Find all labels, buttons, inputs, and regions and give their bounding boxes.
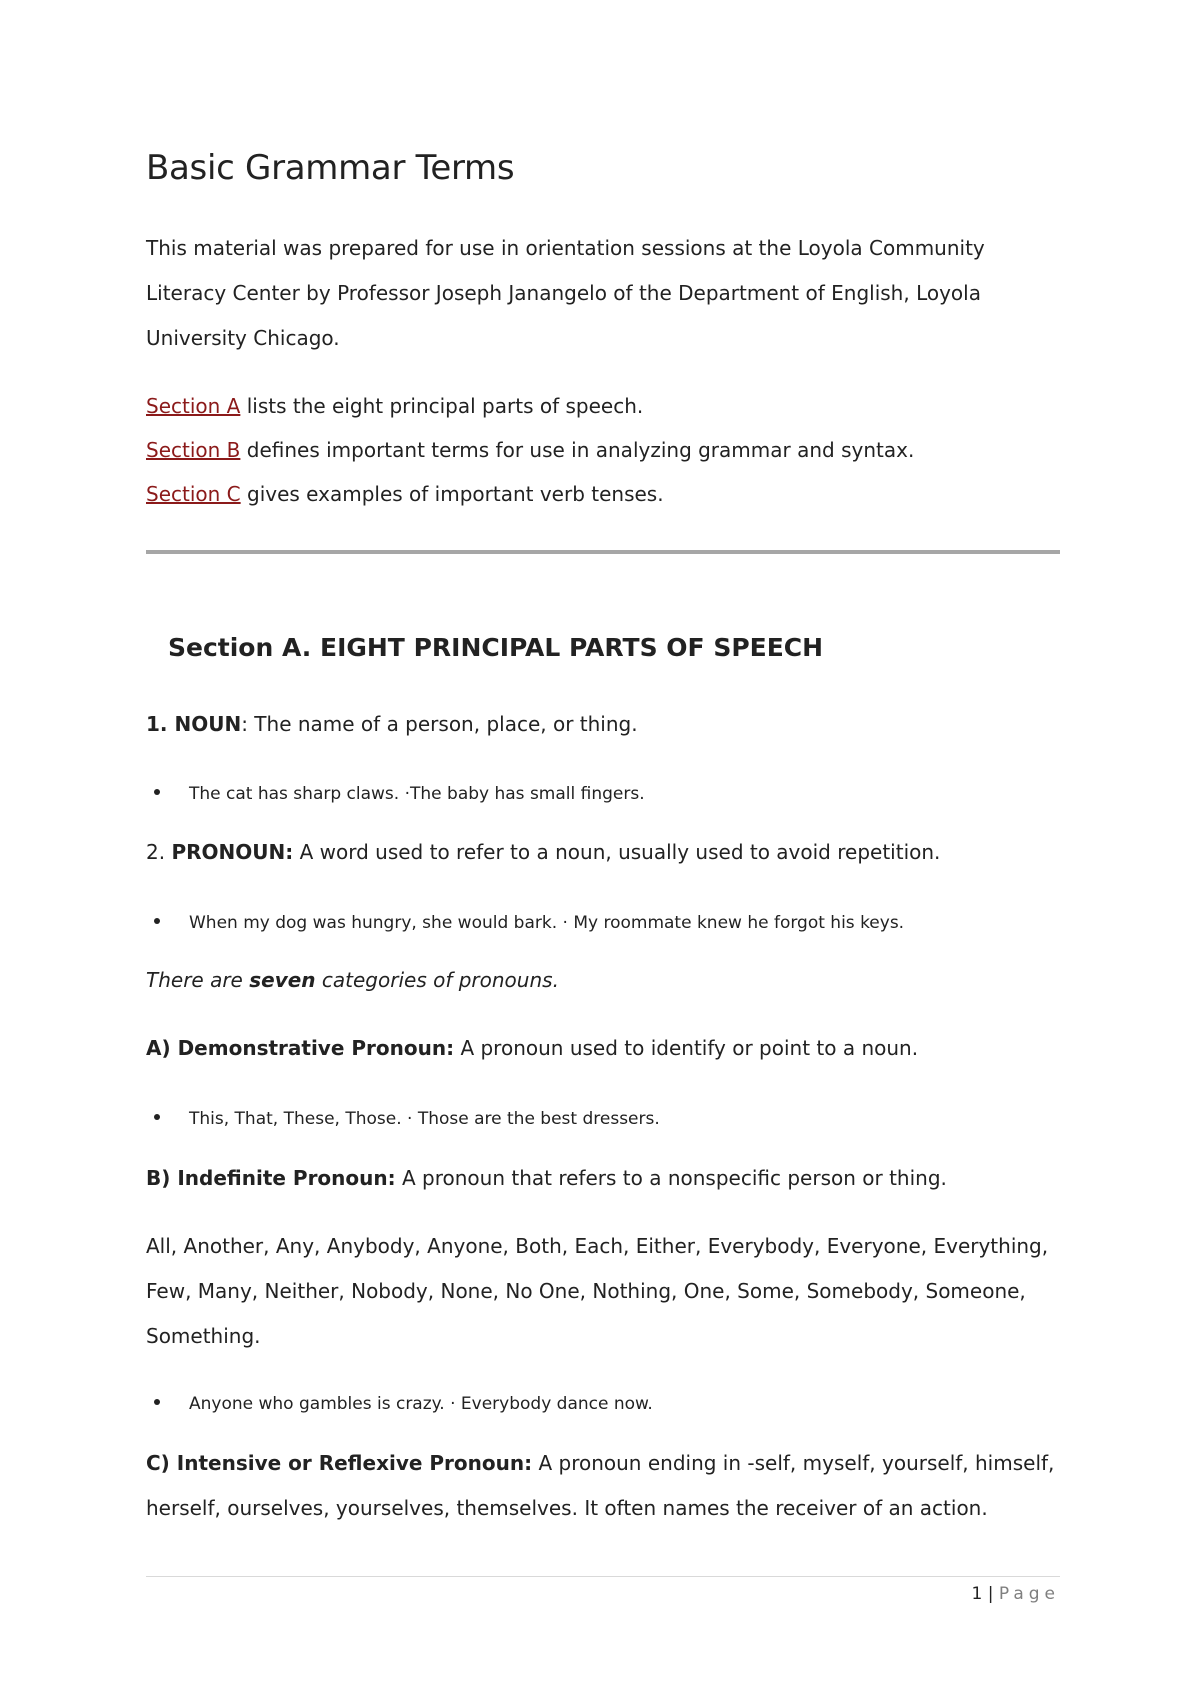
document-page bbox=[146, 0, 1060, 1696]
bullet-icon bbox=[154, 918, 160, 924]
section-b-description: defines important terms for use in analyzing grammar and syntax. bbox=[240, 438, 915, 462]
pronoun-number: 2. bbox=[146, 840, 172, 864]
section-c-link[interactable]: Section C bbox=[146, 482, 241, 506]
section-links-list bbox=[146, 384, 1060, 516]
pronoun-term: PRONOUN: bbox=[171, 840, 294, 864]
page-number: 1 bbox=[971, 1584, 983, 1604]
indefinite-pronoun-definition bbox=[146, 1166, 1060, 1190]
noun-term: 1. NOUN bbox=[146, 712, 242, 736]
intro-paragraph: This material was prepared for use in orientation sessions at the Loyola Community Literacy Center by Professor Joseph Janangelo of the Department of English, Loyola University Chicago. bbox=[146, 236, 985, 350]
section-c-description: gives examples of important verb tenses. bbox=[240, 482, 664, 506]
categories-note-after: categories of pronouns. bbox=[315, 968, 559, 992]
noun-definition-text: : The name of a person, place, or thing. bbox=[241, 712, 638, 736]
intensive-pronoun-definition bbox=[146, 1441, 1060, 1531]
indefinite-example-item bbox=[154, 1394, 1060, 1414]
pronoun-definition bbox=[146, 840, 1060, 864]
footer-divider bbox=[146, 1576, 1060, 1577]
document-title: Basic Grammar Terms bbox=[146, 148, 515, 188]
section-divider bbox=[146, 550, 1060, 554]
section-a-link[interactable]: Section A bbox=[146, 394, 241, 418]
pronoun-definition-text: A word used to refer to a noun, usually used to avoid repetition. bbox=[293, 840, 941, 864]
demonstrative-definition-text: A pronoun used to identify or point to a noun. bbox=[454, 1036, 919, 1060]
demonstrative-pronoun-definition bbox=[146, 1036, 1060, 1060]
demonstrative-example-item bbox=[154, 1109, 1060, 1129]
noun-example-item bbox=[154, 784, 1060, 804]
intensive-definition-text: A pronoun ending in -self, myself, yourself, himself, herself, ourselves, yourselves, themselves. It often names the receiver of an action. bbox=[146, 1451, 1055, 1520]
bullet-icon bbox=[154, 1114, 160, 1120]
categories-note-before: There are bbox=[146, 968, 250, 992]
page-label: Page bbox=[998, 1584, 1060, 1604]
section-link-line-b bbox=[146, 428, 1060, 472]
noun-example-text: The cat has sharp claws. ·The baby has small fingers. bbox=[189, 784, 645, 804]
bullet-icon bbox=[154, 1399, 160, 1405]
section-a-description: lists the eight principal parts of speech. bbox=[240, 394, 644, 418]
noun-definition bbox=[146, 712, 1060, 736]
footer-separator: | bbox=[982, 1584, 999, 1604]
section-link-line-a bbox=[146, 384, 1060, 428]
bullet-icon bbox=[154, 789, 160, 795]
pronoun-example-item bbox=[154, 913, 1060, 933]
section-a-heading: Section A. EIGHT PRINCIPAL PARTS OF SPEECH bbox=[168, 633, 824, 662]
section-b-link[interactable]: Section B bbox=[146, 438, 241, 462]
demonstrative-term: A) Demonstrative Pronoun: bbox=[146, 1036, 455, 1060]
categories-note-bold: seven bbox=[249, 968, 316, 992]
section-link-line-c bbox=[146, 472, 1060, 516]
pronoun-example-text: When my dog was hungry, she would bark. · My roommate knew he forgot his keys. bbox=[189, 913, 905, 933]
indefinite-term: B) Indefinite Pronoun: bbox=[146, 1166, 396, 1190]
demonstrative-example-text: This, That, These, Those. · Those are the best dressers. bbox=[189, 1109, 660, 1129]
intensive-term: C) Intensive or Reflexive Pronoun: bbox=[146, 1451, 533, 1475]
pronoun-categories-note bbox=[146, 968, 1060, 992]
indefinite-definition-text: A pronoun that refers to a nonspecific person or thing. bbox=[395, 1166, 947, 1190]
page-footer bbox=[971, 1584, 1060, 1604]
indefinite-pronoun-list: All, Another, Any, Anybody, Anyone, Both, Each, Either, Everybody, Everyone, Everything, Few, Many, Neither, Nobody, None, No One, Nothing, One, Some, Somebody, Someone, Something. bbox=[146, 1234, 1049, 1348]
indefinite-example-text: Anyone who gambles is crazy. · Everybody dance now. bbox=[189, 1394, 653, 1414]
